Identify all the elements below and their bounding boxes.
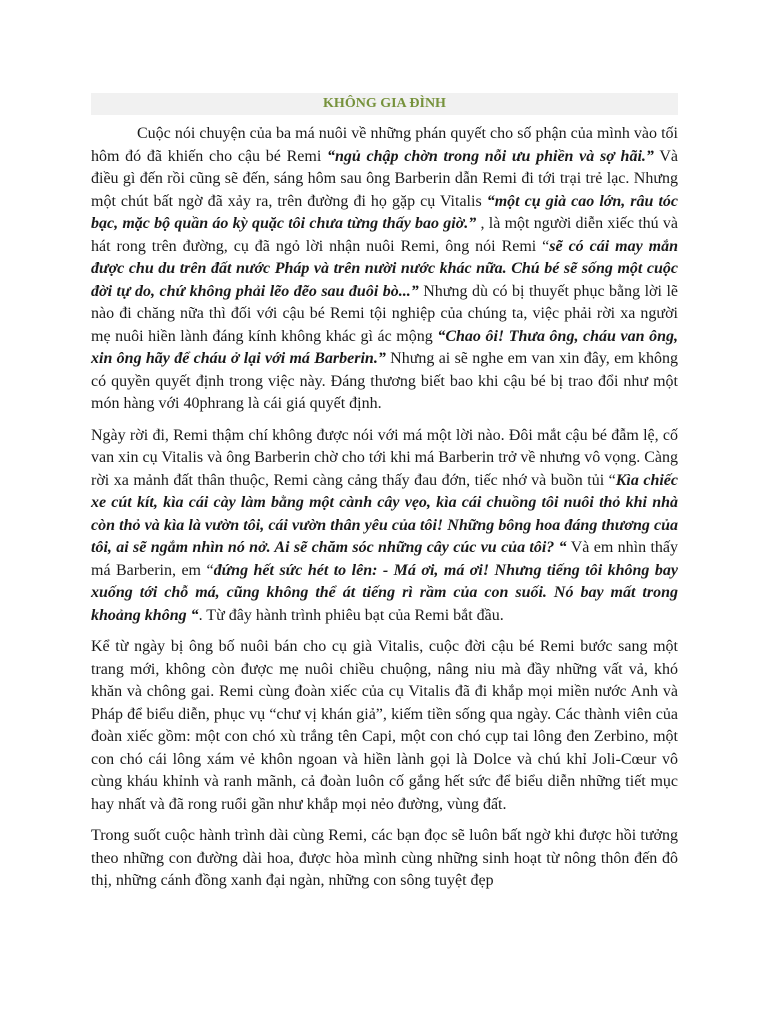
text-run: Kể từ ngày bị ông bố nuôi bán cho cụ già Vitalis, cuộc đời cậu bé Remi bước sang một trang mới, không còn được mẹ nuôi chiều chuộng, nâng niu mà đầy những vất vả, khó khăn và chông gai. Remi cùng đoàn xiếc của cụ Vitalis đã đi khắp mọi miền nước Anh và Pháp để biểu diễn, phục vụ “chư vị khán giả”, kiếm tiền sống qua ngày. Các thành viên của đoàn xiếc gồm: một con chó xù trắng tên Capi, một con chó cụp tai lông đen Zerbino, một con chó cái lông xám vẻ khôn ngoan và hiền lành gọi là Dolce và chú khỉ Joli-Cœur vô cùng kháu khỉnh và ranh mãnh, cả đoàn luôn cố gắng hết sức để biểu diễn những tiết mục hay nhất và đã rong ruổi gần như khắp mọi nẻo đường, vùng đất. bbox=[91, 638, 678, 813]
paragraph-1 bbox=[91, 123, 678, 416]
text-run: , là một người diễn xiếc thú và hát rong trên đường, cụ đã ngỏ lời nhận nuôi Remi, ông nói Remi “ bbox=[91, 215, 678, 255]
text-run: Và em nhìn thấy má Barberin, em “ bbox=[91, 539, 678, 579]
paragraph-3 bbox=[91, 636, 678, 816]
document-page bbox=[91, 93, 678, 893]
quote-run: đứng hết sức hét to lên: - Má ơi, má ơi! Nhưng tiếng tôi không bay xuống tới chỗ má, cũng không thể át tiếng rì rầm của con suối. Nó bay mất trong khoảng không “ bbox=[91, 561, 678, 624]
quote-run: “Chao ôi! Thưa ông, cháu van ông, xin ông hãy để cháu ở lại với má Barberin.” bbox=[91, 327, 678, 367]
text-run: Cuộc nói chuyện của ba má nuôi về những phán quyết cho số phận của mình vào tối hôm đó đã khiến cho cậu bé Remi bbox=[91, 125, 678, 165]
document-title: KHÔNG GIA ĐÌNH bbox=[91, 93, 678, 115]
quote-run: “một cụ già cao lớn, râu tóc bạc, mặc bộ quần áo kỳ quặc tôi chưa từng thấy bao giờ.” bbox=[91, 192, 678, 232]
quote-run: sẽ có cái may mắn được chu du trên đất nước Pháp và trên nười nước khác nữa. Chú bé sẽ sống một cuộc đời tự do, chứ không phải lẽo đẽo sau đuôi bò...” bbox=[91, 237, 679, 300]
text-run: Ngày rời đi, Remi thậm chí không được nói với má một lời nào. Đôi mắt cậu bé đẫm lệ, cố van xin cụ Vitalis và ông Barberin chờ cho tới khi má Barberin trở về nhưng vô vọng. Càng rời xa mảnh đất thân thuộc, Remi càng cảng thấy đau đớn, tiếc nhớ và buồn tủi “ bbox=[91, 426, 678, 489]
text-run: . Từ đây hành trình phiêu bạt của Remi bắt đầu. bbox=[198, 606, 504, 624]
quote-run: “ngủ chập chờn trong nỗi ưu phiền và sợ hãi.” bbox=[327, 147, 654, 165]
quote-run: Kìa chiếc xe cút kít, kìa cái cày làm bằng một cành cây vẹo, kìa cái chuồng tôi nuôi thỏ khi nhà còn thỏ và kìa là vườn tôi, cái vườn thân yêu của tôi! Những bông hoa đáng thương của tôi, ai sẽ ngắm nhìn nó nở. Ai sẽ chăm sóc những cây cúc vu của tôi? “ bbox=[91, 471, 678, 556]
text-run: Nhưng ai sẽ nghe em van xin đây, em không có quyền quyết định trong việc này. Đáng thương biết bao khi cậu bé bị trao đổi như một món hàng với 40phrang là cái giá quyết định. bbox=[91, 350, 679, 412]
text-run: Trong suốt cuộc hành trình dài cùng Remi, các bạn đọc sẽ luôn bất ngờ khi được hồi tưởng theo những con đường dài hoa, được hòa mình cùng những sinh hoạt từ nông thôn đến đô thị, những cánh đồng xanh đại ngàn, những con sông tuyệt đẹp bbox=[91, 827, 678, 889]
paragraph-4 bbox=[91, 825, 678, 893]
text-run: Và điều gì đến rồi cũng sẽ đến, sáng hôm sau ông Barberin dẫn Remi đi tới trại trẻ lạc. Nhưng một chút bất ngờ đã xảy ra, trên đường đi họ gặp cụ Vitalis bbox=[91, 147, 679, 210]
paragraph-2 bbox=[91, 425, 678, 628]
text-run: Nhưng dù có bị thuyết phục bằng lời lẽ nào đi chăng nữa thì đối với cậu bé Remi tội nghiệp của chúng ta, việc phải rời xa người mẹ nuôi hiền lành đáng kính không khác gì ác mộng bbox=[91, 282, 678, 345]
